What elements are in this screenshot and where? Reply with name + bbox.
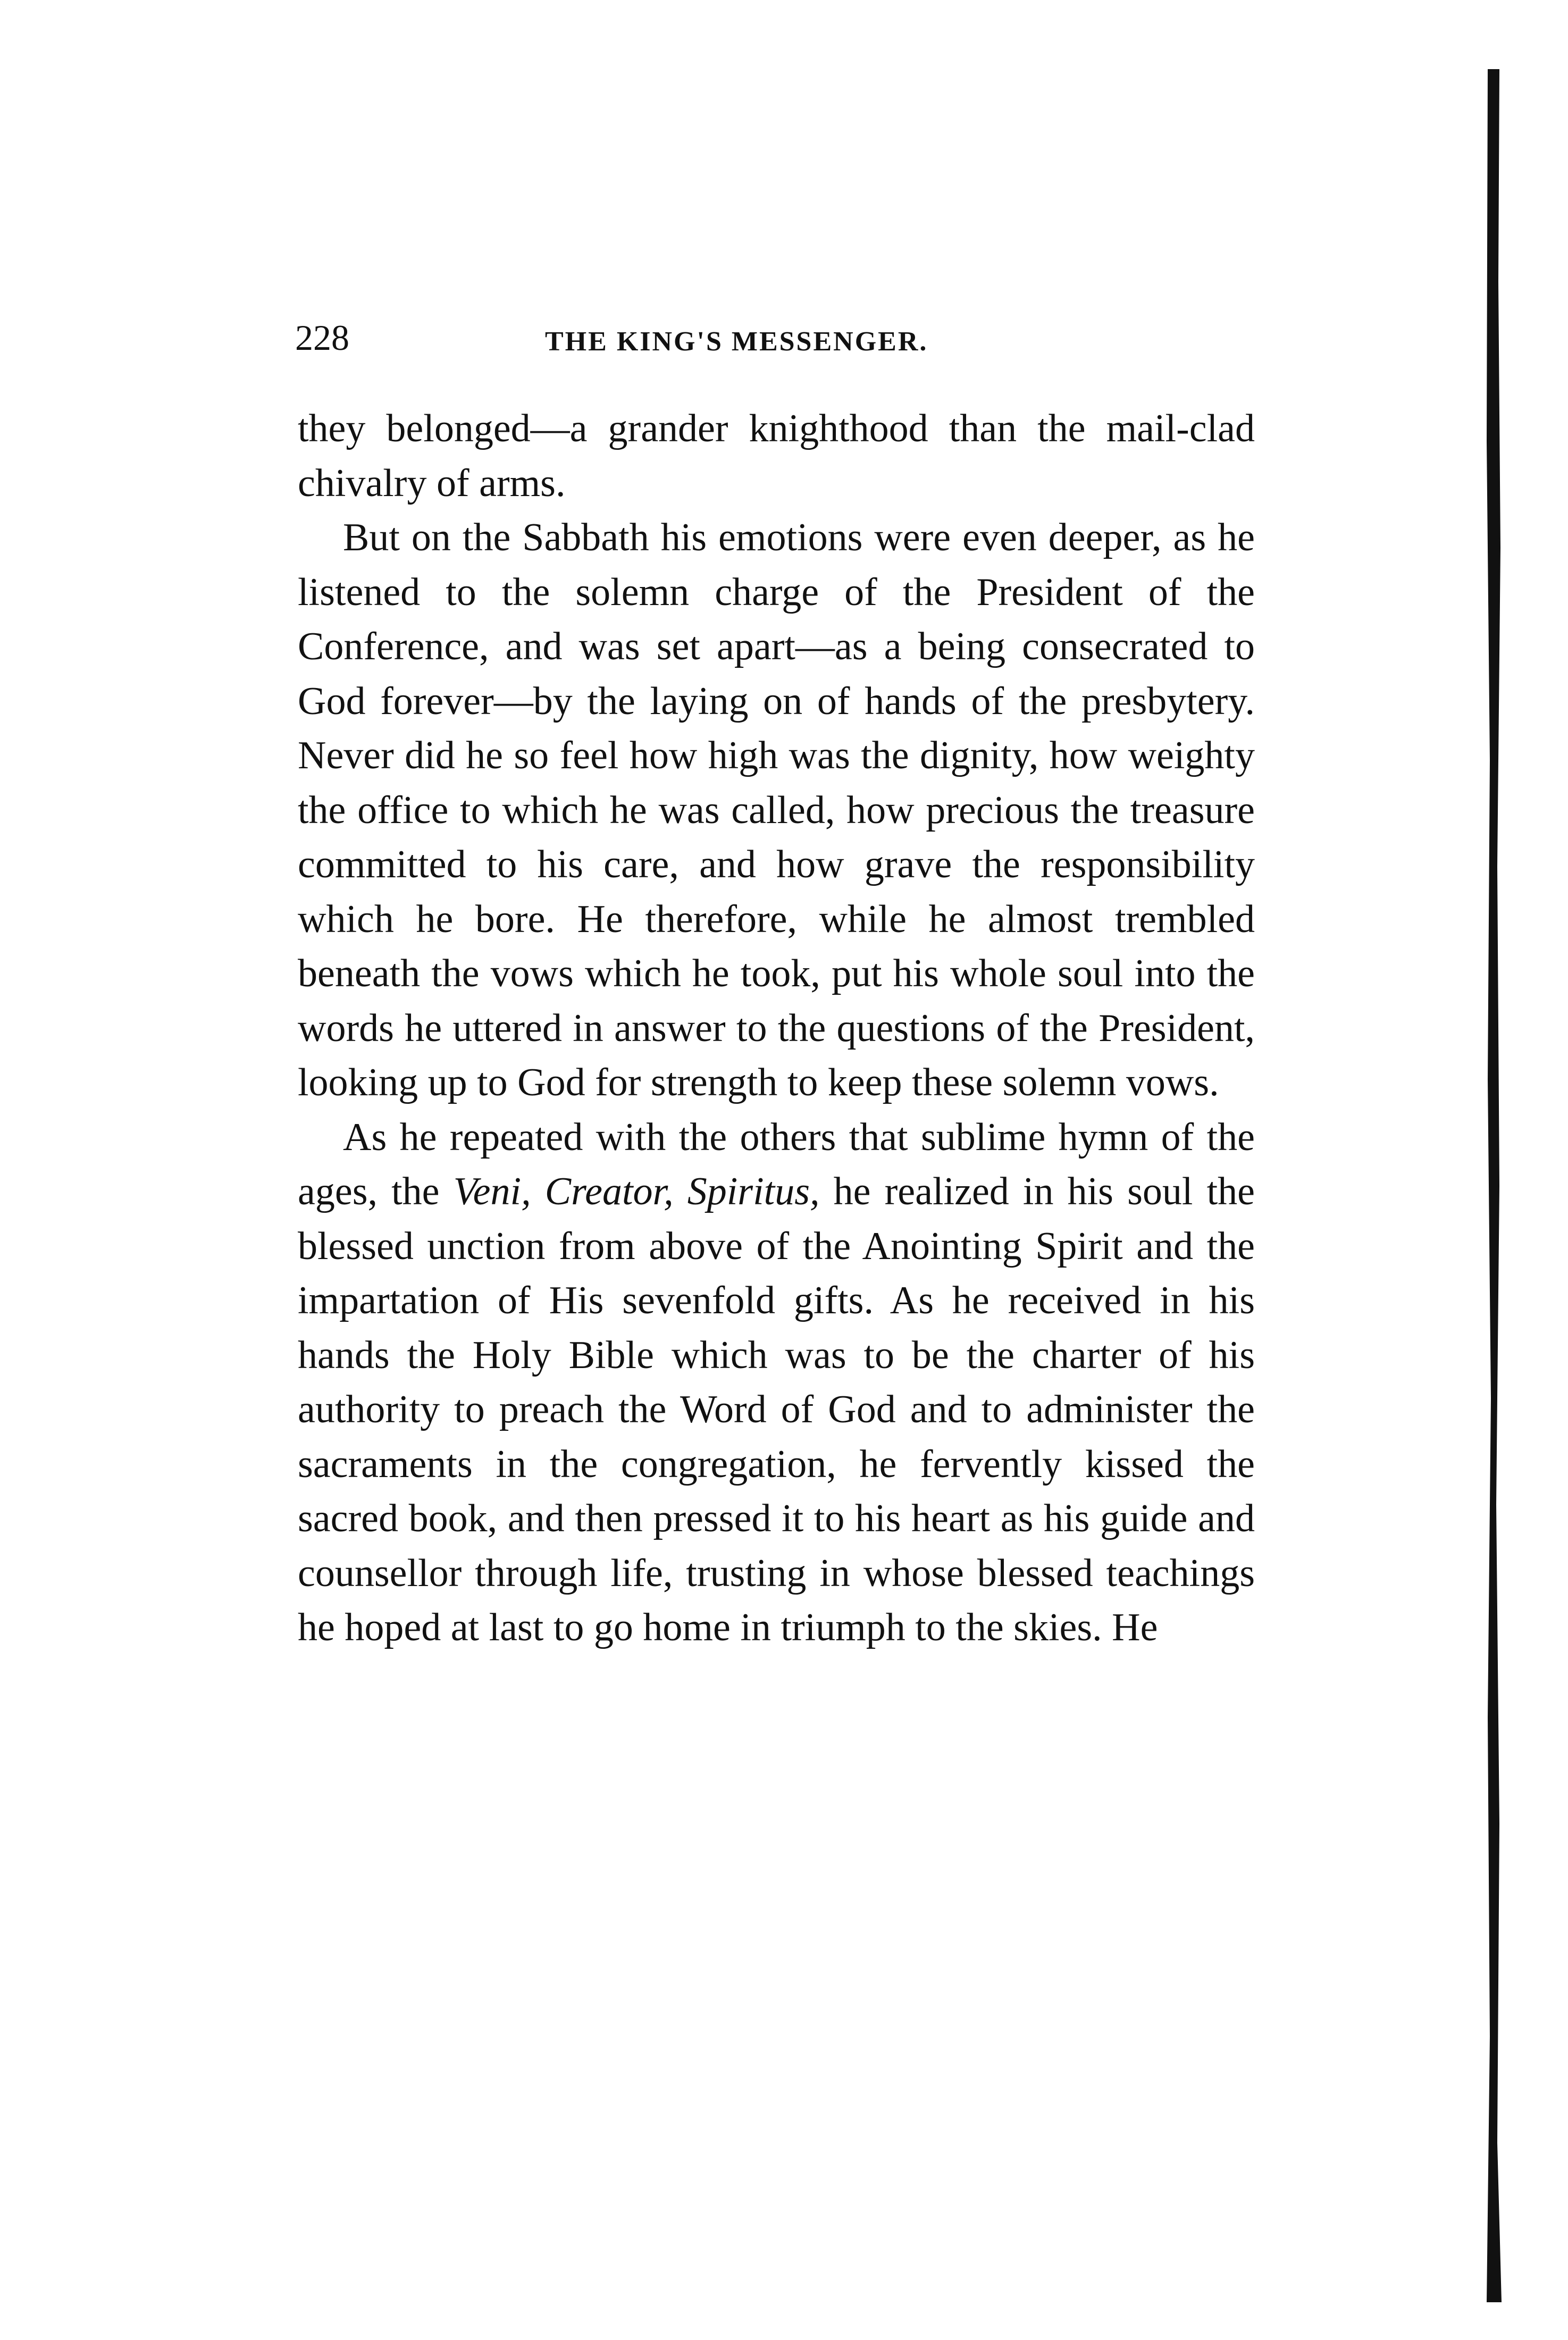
page-number: 228 bbox=[295, 317, 349, 358]
paragraph bbox=[298, 510, 1255, 1110]
running-head bbox=[295, 314, 1263, 362]
paragraph bbox=[298, 1110, 1255, 1655]
page-edge-shadow bbox=[1483, 69, 1505, 2302]
italic-text: Veni, Creator, Spiritus, bbox=[453, 1170, 820, 1213]
text-run: they belonged—a grander knighthood than the mail-clad chivalry of arms. bbox=[298, 407, 1255, 505]
body-text bbox=[298, 401, 1255, 1655]
running-title: THE KING'S MESSENGER. bbox=[545, 326, 928, 357]
text-run: As he repeated with the others that sublime hymn of the ages, the bbox=[298, 1115, 1255, 1213]
text-run: But on the Sabbath his emotions were even deeper, as he listened to the solemn charge of the President of the Conference, and was set apart—as a being consecrated to God forever—by the laying on of hands of the presbytery. Never did he so feel how high was the dignity, how weighty the office to which he was called, how precious the treasure committed to his care, and how grave the responsibility which he bore. He therefore, while he almost trembled beneath the vows which he took, put his whole soul into the words he uttered in answer to the questions of the President, looking up to God for strength to keep these solemn vows. bbox=[298, 516, 1255, 1104]
paragraph bbox=[298, 401, 1255, 510]
text-run: he realized in his soul the blessed unction from above of the Anointing Spirit and the impartation of His sevenfold gifts. As he received in his hands the Holy Bible which was to be the charter of his authority to preach the Word of God and to administer the sacraments in the congregation, he fervently kissed the sacred book, and then pressed it to his heart as his guide and counsellor through life, trusting in whose blessed teachings he hoped at last to go home in triumph to the skies. He bbox=[298, 1170, 1255, 1649]
